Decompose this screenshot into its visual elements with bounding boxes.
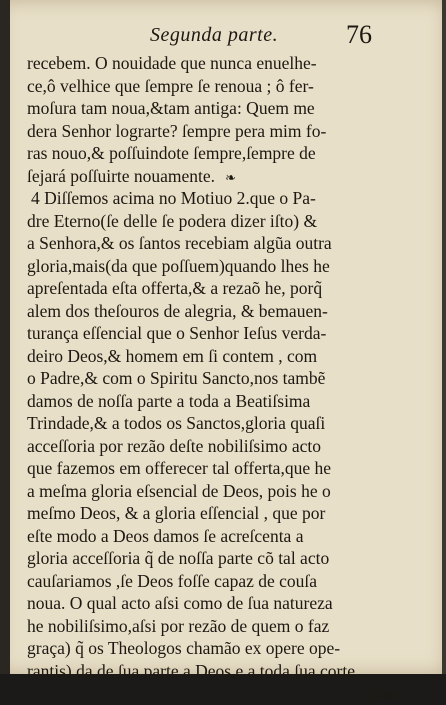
- text-line: he nobiliſsimo,aſsi por rezão de quem o faz: [27, 615, 330, 636]
- text-line: turança eſſencial que o Senhor Ieſus verda-: [27, 323, 327, 343]
- text-line: recebem. O nouidade que nunca enuelhe-: [27, 53, 317, 73]
- text-line: dre Eterno(ſe delle ſe podera dizer iſto) &: [27, 210, 318, 231]
- page-header: [0, 20, 446, 54]
- page-number: 76: [346, 20, 372, 49]
- text-line: noua. O qual acto aſsi como de ſua natureza: [27, 593, 333, 613]
- text-line: deiro Deos,& homem em ſi contem , com: [27, 345, 318, 366]
- text-line: apreſentada eſta offerta,& a rezaõ he, porq̃: [27, 278, 323, 298]
- text-line: Trindade,& a todos os Sanctos,gloria quaſi: [27, 413, 326, 433]
- text-line: dera Senhor lograrte? ſempre pera mim fo-: [27, 120, 327, 141]
- catchword: gran-: [366, 683, 403, 703]
- paragraph-start-line: 4 Diſſemos acima no Motiuo 2.que o Pa-: [31, 188, 316, 208]
- fleuron-icon: ❧: [225, 169, 236, 185]
- text-line: damos de noſſa parte a toda a Beatiſsima: [27, 390, 311, 411]
- text-line: gloria acceſſoria q̃ de noſſa parte cõ tal acto: [27, 548, 330, 568]
- text-line: que fazemos em offerecer tal offerta,que he: [27, 458, 331, 478]
- text-line: rantis) da de ſua parte a Deos,e a toda ſua corte: [27, 660, 355, 681]
- running-head: Segunda parte.: [150, 24, 279, 46]
- text-line: graça) q̃ os Theologos chamão ex opere ope-: [27, 638, 341, 658]
- text-line: eſte modo a Deos damos ſe acreſcenta a: [27, 525, 304, 546]
- body-text: [27, 52, 403, 705]
- text-line-end: [27, 165, 403, 188]
- text-line: alem dos theſouros de alegria, & bemauen-: [27, 300, 328, 321]
- text-line: ras nouo,& poſſuindote ſempre,ſempre de: [27, 143, 316, 163]
- text-line: moſura tam noua,&tam antiga: Quem me: [27, 98, 315, 118]
- page-edge: [442, 0, 446, 674]
- text-line: gloria,mais(da que poſſuem)quando lhes he: [27, 255, 330, 276]
- text-line: acceſſoria por rezão deſte nobiliſsimo acto: [27, 435, 321, 456]
- text-line: a meſma gloria eſsencial de Deos, pois he o: [27, 480, 331, 501]
- text-line: ce,ô velhice que ſempre ſe renoua ; ô fer-: [27, 75, 314, 96]
- text-line: meſmo Deos, & a gloria eſſencial , que por: [27, 503, 326, 523]
- text-line: a Senhora,& os ſantos recebiam algũa outra: [27, 233, 332, 253]
- text-line: cauſariamos ,ſe Deos foſſe capaz de couſa: [27, 570, 318, 591]
- text-line-content: ſejará poſſuirte nouamente.: [27, 165, 216, 186]
- binding-gutter: [0, 0, 10, 674]
- text-line: o Padre,& com o Spiritu Sancto,nos tambẽ: [27, 368, 326, 388]
